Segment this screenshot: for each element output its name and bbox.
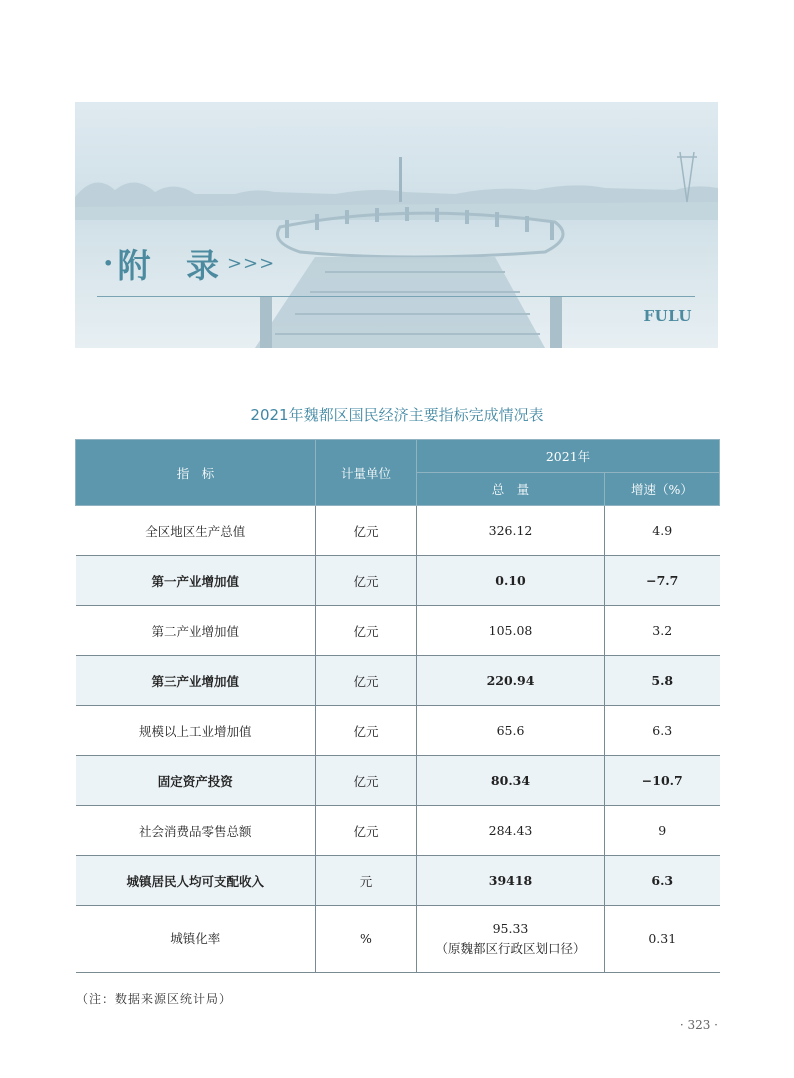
cell-total: 326.12 bbox=[417, 506, 605, 556]
cell-indicator: 第三产业增加值 bbox=[76, 656, 316, 706]
table-title: 2021年魏都区国民经济主要指标完成情况表 bbox=[250, 406, 544, 424]
appendix-banner bbox=[75, 102, 718, 348]
lake-pier-illustration bbox=[75, 102, 718, 348]
cell-growth: 9 bbox=[605, 806, 720, 856]
header-year: 2021年 bbox=[417, 440, 720, 473]
cell-growth: 6.3 bbox=[605, 706, 720, 756]
cell-unit: 亿元 bbox=[316, 506, 417, 556]
cell-unit: 亿元 bbox=[316, 606, 417, 656]
cell-total: 284.43 bbox=[417, 806, 605, 856]
cell-unit: 亿元 bbox=[316, 806, 417, 856]
table-row bbox=[76, 556, 720, 606]
cell-total: 0.10 bbox=[417, 556, 605, 606]
header-indicator: 指 标 bbox=[76, 440, 316, 506]
table-row bbox=[76, 706, 720, 756]
cell-total-note: （原魏都区行政区划口径） bbox=[435, 941, 586, 956]
cell-unit: 亿元 bbox=[316, 756, 417, 806]
appendix-title bbox=[103, 240, 275, 287]
cell-unit: 亿元 bbox=[316, 706, 417, 756]
banner-divider bbox=[97, 296, 695, 297]
cell-indicator: 第二产业增加值 bbox=[76, 606, 316, 656]
appendix-subtitle: FULU bbox=[643, 307, 692, 325]
page-number: · 323 · bbox=[679, 1018, 718, 1032]
cell-total: 65.6 bbox=[417, 706, 605, 756]
cell-unit: 元 bbox=[316, 856, 417, 906]
cell-unit: 亿元 bbox=[316, 556, 417, 606]
table-row bbox=[76, 656, 720, 706]
cell-growth: 3.2 bbox=[605, 606, 720, 656]
title-text: 附 录 bbox=[117, 246, 231, 285]
cell-growth: 6.3 bbox=[605, 856, 720, 906]
indicators-table bbox=[75, 439, 720, 973]
cell-growth: −10.7 bbox=[605, 756, 720, 806]
table-row bbox=[76, 506, 720, 556]
cell-total: 105.08 bbox=[417, 606, 605, 656]
cell-growth: 4.9 bbox=[605, 506, 720, 556]
table-row bbox=[76, 606, 720, 656]
title-arrows: >>> bbox=[226, 253, 276, 274]
header-total: 总 量 bbox=[417, 473, 605, 506]
table-row bbox=[76, 856, 720, 906]
cell-indicator: 固定资产投资 bbox=[76, 756, 316, 806]
cell-total-value: 95.33 bbox=[492, 921, 529, 936]
cell-indicator: 第一产业增加值 bbox=[76, 556, 316, 606]
source-note: （注：数据来源区统计局） bbox=[76, 992, 233, 1006]
title-dot: · bbox=[103, 246, 114, 281]
cell-indicator: 全区地区生产总值 bbox=[76, 506, 316, 556]
header-growth: 增速（%） bbox=[605, 473, 720, 506]
table-row bbox=[76, 906, 720, 973]
cell-indicator: 城镇化率 bbox=[76, 906, 316, 973]
cell-indicator: 社会消费品零售总额 bbox=[76, 806, 316, 856]
cell-total: 220.94 bbox=[417, 656, 605, 706]
table-row bbox=[76, 806, 720, 856]
cell-growth: 0.31 bbox=[605, 906, 720, 973]
cell-total bbox=[417, 906, 605, 973]
cell-unit: 亿元 bbox=[316, 656, 417, 706]
cell-growth: −7.7 bbox=[605, 556, 720, 606]
cell-total: 39418 bbox=[417, 856, 605, 906]
cell-indicator: 规模以上工业增加值 bbox=[76, 706, 316, 756]
cell-indicator: 城镇居民人均可支配收入 bbox=[76, 856, 316, 906]
table-row bbox=[76, 756, 720, 806]
cell-unit: % bbox=[316, 906, 417, 973]
cell-total: 80.34 bbox=[417, 756, 605, 806]
header-unit: 计量单位 bbox=[316, 440, 417, 506]
cell-growth: 5.8 bbox=[605, 656, 720, 706]
